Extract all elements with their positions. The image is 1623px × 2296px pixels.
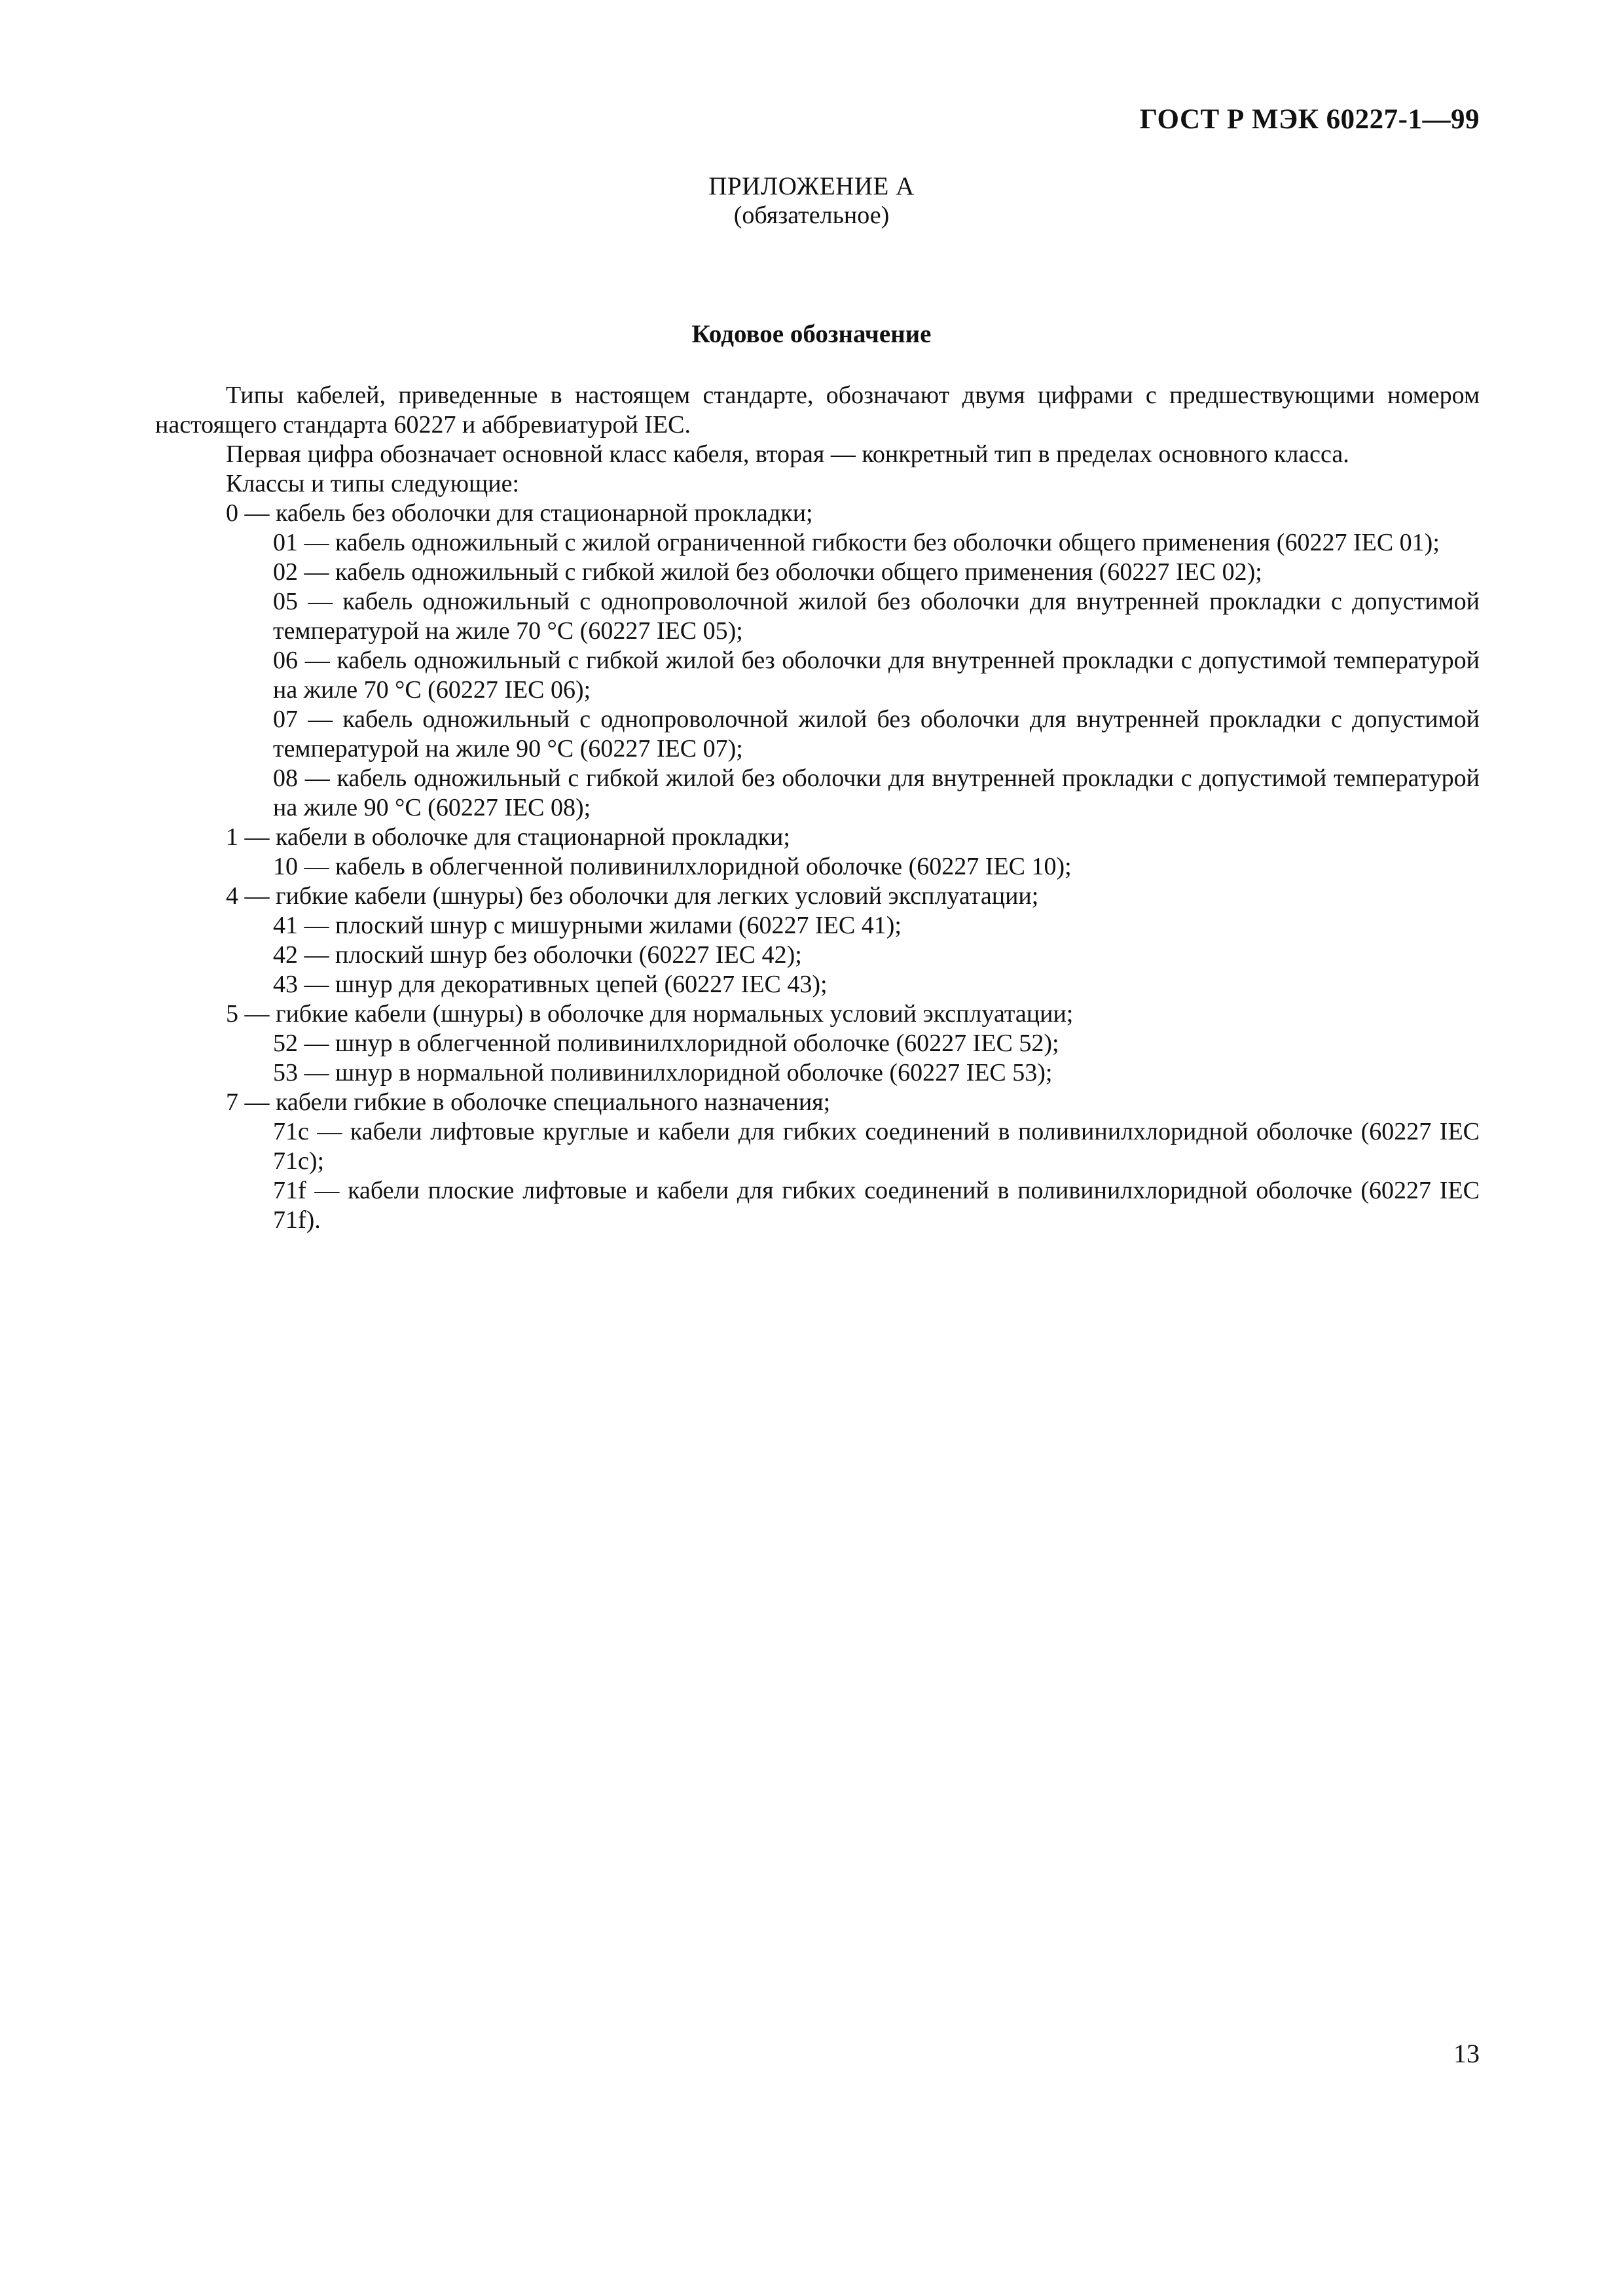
- list-item: 05 — кабель одножильный с однопроволочной жилой без оболочки для внутренней прокладки с допустимой температурой на жиле 70 °С (60227 IEC 05);: [273, 588, 1480, 645]
- body-paragraph: Типы кабелей, приведенные в настоящем стандарте, обозначают двумя цифрами с предшествующими номером настоящего стандарта 60227 и аббревиатурой IEC.: [155, 382, 1480, 439]
- list-item: 5 — гибкие кабели (шнуры) в оболочке для нормальных условий эксплуатации;: [226, 1000, 1074, 1028]
- list-item: 01 — кабель одножильный с жилой ограниченной гибкости без оболочки общего применения (60227 IEC 01);: [273, 529, 1440, 556]
- list-item: 10 — кабель в облегченной поливинилхлоридной оболочке (60227 IEC 10);: [273, 853, 1072, 880]
- list-item: 41 — плоский шнур с мишурными жилами (60227 IEC 41);: [273, 912, 902, 939]
- list-item: 7 — кабели гибкие в оболочке специального назначения;: [226, 1088, 831, 1116]
- list-item: 06 — кабель одножильный с гибкой жилой без оболочки для внутренней прокладки с допустимой температурой на жиле 70 °С (60227 IEC 06);: [273, 647, 1480, 704]
- list-item: 52 — шнур в облегченной поливинилхлоридной оболочке (60227 IEC 52);: [273, 1030, 1059, 1057]
- list-item: 02 — кабель одножильный с гибкой жилой без оболочки общего применения (60227 IEC 02);: [273, 558, 1262, 586]
- annex-title: ПРИЛОЖЕНИЕ А: [708, 172, 915, 200]
- page-number: 13: [1453, 2039, 1480, 2068]
- document-body: [155, 381, 1480, 1235]
- list-item: 0 — кабель без оболочки для стационарной прокладки;: [226, 499, 813, 527]
- annex-status: (обязательное): [733, 202, 890, 229]
- list-item: 07 — кабель одножильный с однопроволочной жилой без оболочки для внутренней прокладки с допустимой температурой на жиле 90 °С (60227 IEC 07);: [273, 706, 1480, 762]
- list-item: 08 — кабель одножильный с гибкой жилой без оболочки для внутренней прокладки с допустимой температурой на жиле 90 °С (60227 IEC 08);: [273, 764, 1480, 821]
- list-item: 1 — кабели в оболочке для стационарной прокладки;: [226, 823, 790, 851]
- body-paragraph: Первая цифра обозначает основной класс кабеля, вторая — конкретный тип в пределах основного класса.: [226, 440, 1349, 468]
- list-item: 4 — гибкие кабели (шнуры) без оболочки для легких условий эксплуатации;: [226, 882, 1039, 910]
- document-code: ГОСТ Р МЭК 60227-1—99: [1139, 104, 1480, 135]
- annex-heading: [0, 171, 1623, 230]
- list-item: 42 — плоский шнур без оболочки (60227 IEC 42);: [273, 941, 802, 969]
- list-item: 53 — шнур в нормальной поливинилхлоридной оболочке (60227 IEC 53);: [273, 1059, 1053, 1086]
- body-paragraph: Классы и типы следующие:: [226, 470, 520, 497]
- list-item: 43 — шнур для декоративных цепей (60227 IEC 43);: [273, 971, 828, 998]
- list-item: 71f — кабели плоские лифтовые и кабели для гибких соединений в поливинилхлоридной оболочке (60227 IEC 71f).: [273, 1177, 1480, 1234]
- section-title: Кодовое обозначение: [691, 320, 932, 348]
- list-item: 71c — кабели лифтовые круглые и кабели для гибких соединений в поливинилхлоридной оболочке (60227 IEC 71c);: [273, 1118, 1480, 1175]
